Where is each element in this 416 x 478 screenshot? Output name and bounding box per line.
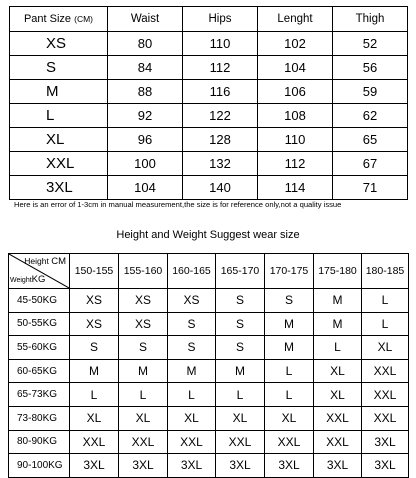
pant-size-header-unit: (CM)	[74, 14, 94, 24]
pant-size-table-body	[10, 32, 408, 200]
weight-row	[9, 359, 409, 383]
size-label-cell: M	[10, 80, 108, 104]
measurement-cell: 52	[333, 32, 408, 56]
suggested-size-cell: XXL	[362, 406, 409, 430]
suggested-size-cell: XL	[265, 406, 314, 430]
suggested-size-cell: XXL	[216, 430, 265, 454]
weight-range-cell: 45-50KG	[9, 289, 70, 313]
measurement-cell: 88	[108, 80, 183, 104]
suggested-size-cell: S	[216, 312, 265, 336]
suggested-size-cell: M	[216, 359, 265, 383]
height-range-header: 180-185	[362, 254, 409, 289]
suggested-size-cell: 3XL	[314, 454, 362, 478]
suggest-table-title: Height and Weight Suggest wear size	[116, 229, 300, 241]
measurement-cell: 132	[183, 152, 258, 176]
suggested-size-cell: 3XL	[362, 430, 409, 454]
suggested-size-cell: L	[265, 383, 314, 407]
pant-size-table	[9, 6, 408, 200]
suggested-size-cell: S	[168, 336, 216, 360]
suggested-size-cell: XXL	[119, 430, 168, 454]
measurement-cell: 59	[333, 80, 408, 104]
size-label-cell: XS	[10, 32, 108, 56]
height-range-header: 160-165	[168, 254, 216, 289]
weight-range-cell: 80-90KG	[9, 430, 70, 454]
suggested-size-cell: 3XL	[119, 454, 168, 478]
height-weight-suggest-table	[8, 253, 409, 478]
suggested-size-cell: L	[168, 383, 216, 407]
suggested-size-cell: S	[70, 336, 119, 360]
suggested-size-cell: M	[168, 359, 216, 383]
measurement-cell: 84	[108, 56, 183, 80]
suggested-size-cell: XXL	[314, 430, 362, 454]
measurement-cell: 71	[333, 176, 408, 200]
suggest-header-row	[9, 254, 409, 289]
suggested-size-cell: M	[314, 289, 362, 313]
size-label-cell: XXL	[10, 152, 108, 176]
corner-weight-text: Weight	[10, 277, 32, 284]
suggested-size-cell: L	[362, 289, 409, 313]
suggested-size-cell: XS	[168, 289, 216, 313]
suggested-size-cell: S	[216, 336, 265, 360]
weight-range-cell: 65-73KG	[9, 383, 70, 407]
suggested-size-cell: XS	[119, 312, 168, 336]
height-range-header: 175-180	[314, 254, 362, 289]
corner-weight-unit: KG	[31, 274, 46, 285]
suggested-size-cell: XXL	[168, 430, 216, 454]
size-label-cell: S	[10, 56, 108, 80]
suggested-size-cell: XS	[119, 289, 168, 313]
measurement-cell: 96	[108, 128, 183, 152]
weight-range-cell: 55-60KG	[9, 336, 70, 360]
measurement-cell: 112	[183, 56, 258, 80]
suggested-size-cell: XL	[314, 359, 362, 383]
suggested-size-cell: M	[265, 336, 314, 360]
size-label-cell: L	[10, 104, 108, 128]
suggested-size-cell: XXL	[362, 383, 409, 407]
measurement-cell: 110	[183, 32, 258, 56]
suggested-size-cell: L	[70, 383, 119, 407]
pant-size-row	[10, 32, 408, 56]
measurement-cell: 114	[258, 176, 333, 200]
suggested-size-cell: XXL	[70, 430, 119, 454]
measurement-cell: 128	[183, 128, 258, 152]
measurement-cell: 67	[333, 152, 408, 176]
suggested-size-cell: 3XL	[168, 454, 216, 478]
column-header-waist: Waist	[108, 7, 183, 32]
measurement-cell: 112	[258, 152, 333, 176]
measurement-cell: 140	[183, 176, 258, 200]
weight-row	[9, 383, 409, 407]
weight-range-cell: 50-55KG	[9, 312, 70, 336]
suggested-size-cell: XL	[314, 383, 362, 407]
suggested-size-cell: XL	[216, 406, 265, 430]
pant-size-row	[10, 104, 408, 128]
suggested-size-cell: S	[216, 289, 265, 313]
suggested-size-cell: 3XL	[70, 454, 119, 478]
corner-height-text: Height	[24, 256, 49, 266]
pant-size-row	[10, 128, 408, 152]
suggested-size-cell: S	[265, 289, 314, 313]
pant-size-row	[10, 152, 408, 176]
suggested-size-cell: XXL	[314, 406, 362, 430]
suggested-size-cell: L	[314, 336, 362, 360]
measurement-cell: 108	[258, 104, 333, 128]
suggested-size-cell: 3XL	[362, 454, 409, 478]
suggested-size-cell: L	[362, 312, 409, 336]
height-range-header: 170-175	[265, 254, 314, 289]
height-range-header: 155-160	[119, 254, 168, 289]
suggest-table-body	[9, 289, 409, 478]
corner-header-cell	[9, 254, 70, 289]
corner-height-label	[24, 256, 66, 267]
size-label-cell: 3XL	[10, 176, 108, 200]
height-range-header: 150-155	[70, 254, 119, 289]
measurement-cell: 80	[108, 32, 183, 56]
pant-size-header-label: Pant Size	[23, 13, 72, 25]
suggested-size-cell: XL	[70, 406, 119, 430]
suggested-size-cell: S	[119, 336, 168, 360]
pant-size-row	[10, 80, 408, 104]
pant-size-row	[10, 56, 408, 80]
measurement-cell: 110	[258, 128, 333, 152]
suggested-size-cell: XS	[70, 312, 119, 336]
measurement-cell: 65	[333, 128, 408, 152]
measurement-cell: 106	[258, 80, 333, 104]
weight-row	[9, 336, 409, 360]
pant-size-header-row	[10, 7, 408, 32]
measurement-cell: 102	[258, 32, 333, 56]
corner-weight-label	[10, 274, 45, 285]
suggested-size-cell: M	[265, 312, 314, 336]
suggested-size-cell: XXL	[362, 359, 409, 383]
suggested-size-cell: S	[168, 312, 216, 336]
measurement-cell: 104	[108, 176, 183, 200]
suggested-size-cell: XXL	[265, 430, 314, 454]
size-label-cell: XL	[10, 128, 108, 152]
measurement-cell: 116	[183, 80, 258, 104]
corner-height-unit: CM	[51, 256, 66, 267]
measurement-cell: 62	[333, 104, 408, 128]
suggested-size-cell: 3XL	[216, 454, 265, 478]
suggested-size-cell: XL	[168, 406, 216, 430]
weight-range-cell: 60-65KG	[9, 359, 70, 383]
column-header-thigh: Thigh	[333, 7, 408, 32]
pant-size-header-cell	[10, 7, 108, 32]
pant-size-row	[10, 176, 408, 200]
suggested-size-cell: M	[119, 359, 168, 383]
measurement-error-note: Here is an error of 1-3cm in manual measurement,the size is for reference only,not a quality issue	[14, 200, 342, 209]
measurement-cell: 56	[333, 56, 408, 80]
height-range-header: 165-170	[216, 254, 265, 289]
weight-range-cell: 73-80KG	[9, 406, 70, 430]
suggested-size-cell: XL	[119, 406, 168, 430]
weight-row	[9, 406, 409, 430]
suggested-size-cell: L	[216, 383, 265, 407]
column-header-length: Lenght	[258, 7, 333, 32]
weight-range-cell: 90-100KG	[9, 454, 70, 478]
suggested-size-cell: L	[119, 383, 168, 407]
column-header-hips: Hips	[183, 7, 258, 32]
weight-row	[9, 454, 409, 478]
suggested-size-cell: XS	[70, 289, 119, 313]
measurement-cell: 92	[108, 104, 183, 128]
suggested-size-cell: XL	[362, 336, 409, 360]
weight-row	[9, 312, 409, 336]
measurement-cell: 122	[183, 104, 258, 128]
measurement-cell: 100	[108, 152, 183, 176]
weight-row	[9, 430, 409, 454]
measurement-cell: 104	[258, 56, 333, 80]
suggested-size-cell: 3XL	[265, 454, 314, 478]
suggested-size-cell: M	[70, 359, 119, 383]
suggested-size-cell: M	[314, 312, 362, 336]
suggested-size-cell: L	[265, 359, 314, 383]
weight-row	[9, 289, 409, 313]
